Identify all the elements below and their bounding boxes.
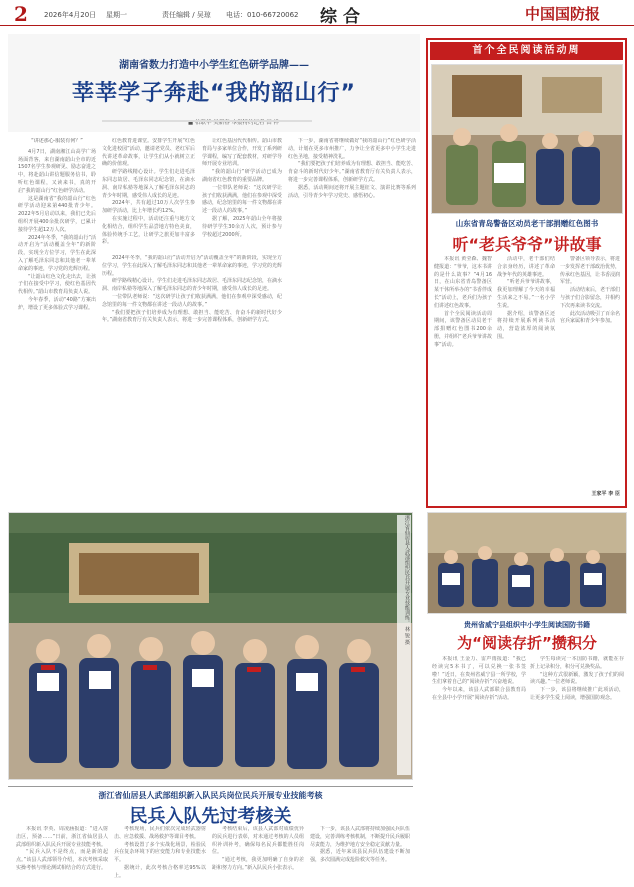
- paragraph: 据了解，2025年韶山全年将接待研学学生30余万人次，预计参与学校超过2000所。: [202, 215, 282, 238]
- paragraph: 据统计，此次考核合格率达95%以上。: [114, 864, 206, 879]
- paragraph: 本报讯 王金力、雷声雨报道：“我已经读完5本书了，可以兑换一张书签啦！”近日，在贵州省威宁县一所学校，学生们拿着自己的“阅读存折”兴奋地说。: [432, 656, 526, 686]
- paragraph: 2024年，共有超过10万人次学生参加研学活动，比上年增长约12%。: [102, 200, 195, 215]
- paragraph: “我们要把孩子们培养成为有理想、敢担当、能吃苦、肯奋斗的新时代好少年。”湖南省教育厅有关负责人表示，将进一步完善课程体系，创新研学方式。: [102, 309, 282, 324]
- paragraph: “通过考核，我更加明确了自身的差距和努力方向。”新入队民兵小张表示。: [212, 857, 304, 871]
- paragraph: “听老兵爷爷讲故事，我更加理解了今天的幸福生活来之不易。”一名小学生说。: [497, 279, 555, 309]
- photo-reading-event: [431, 64, 623, 214]
- paragraph: 2024年冬季，“我的韶山行”活动开启为“活动覆盖全年”的新阶段，实现全方位学习，学生在此深入了解毛泽东同志和其他老一辈革命家的事迹，学习党的光辉历程。: [18, 234, 96, 272]
- top-story-column-3: [202, 138, 282, 250]
- photo-vertical-caption: 浙江省仙居县人武部组织民兵开展专业技能训练。 林 锐 摄: [397, 515, 411, 775]
- paragraph: 这是湖南省“我的韶山行”红色研学活动迎来第440批青少年。2022年5月启动以来，我们已先后组织开展400余批次研学，已累计接待学生超12万人次。: [18, 195, 96, 233]
- paragraph: 警备区领导表示，将进一步发挥老干部政治优势，传承红色基因，让书香浸润军营。: [560, 256, 620, 286]
- paragraph: 考核现场，民兵们依次完成轻武器射击、应急救援、战场救护等课目考核。: [114, 826, 206, 840]
- paragraph: 据介绍，该警备区还将持续开展系列读书活动，营造浓厚的阅读氛围。: [497, 310, 555, 340]
- paragraph: 本报讯 黄莹森、魏智健报道：“爷爷，这本书讲的是什么故事？”4月16日，在山东省青岛警备区某干休所举办的“书香伴成长”活动上，老兵们为孩子们讲述红色故事。: [434, 256, 492, 309]
- paragraph: 一位带队老师说：“这次研学让孩子们收获满满，他们在参观中深受感动，纪念馆里的每一件文物都在讲述一段动人的故事。”: [202, 184, 282, 215]
- paragraph: 在实施过程中，活动还注重与地方文化相结合，组织学生品尝地方特色美食，体验传统手工艺，让研学之旅更加丰富多彩。: [102, 215, 195, 246]
- photo-students-memorial-drawing: [9, 513, 413, 780]
- paragraph: 研学路线精心设计。学生们走进毛泽东同志故居、毛泽东同志纪念馆，在滴水洞、南岸私塾等地深入了解毛泽东同志的青少年时期，感受伟人成长的足迹。: [102, 169, 195, 199]
- featured-banner: 首个全民阅读活动周: [430, 42, 623, 60]
- top-story-column-2: [102, 138, 195, 250]
- featured-headline: 听“老兵爷爷”讲故事: [452, 235, 602, 254]
- right-bottom-column-1: [432, 656, 526, 882]
- paragraph: 活动中，老干部们结合亲身经历，讲述了革命战争年代的英雄事迹。: [497, 256, 555, 278]
- paragraph: 据悉，活动期间还将开展主题征文、演讲比赛等系列活动，引导青少年学习党史、感悟初心。: [288, 184, 416, 199]
- left-bottom-column-3: [212, 826, 304, 884]
- paragraph: “民兵入队不是终点，而是新的起点。”该县人武部领导介绍，本次考核采取实操考核与理论测试相结合的方式进行。: [16, 849, 108, 871]
- left-bottom-column-4: [310, 826, 410, 884]
- featured-sub-kicker: 山东省青岛警备区动员老干部捐赠红色图书: [455, 219, 599, 228]
- weekday: 星期一: [106, 11, 127, 19]
- featured-column-3: [560, 256, 620, 488]
- photo-students-reading: [427, 512, 627, 614]
- paragraph: 考核设置了多个实战化场景，检验民兵在复杂环境下的应变能力和专业技能水平。: [114, 841, 206, 864]
- paragraph: 下一步，该县人武部将持续加强民兵队伍建设，完善训练考核机制，不断提升民兵履职尽责能力，为维护地方安全稳定贡献力量。: [310, 826, 410, 848]
- issue-date: 2026年4月20日: [44, 11, 97, 19]
- featured-column-1: [434, 256, 492, 496]
- phone: 电话：010-66720062: [226, 11, 299, 19]
- paragraph: 活动结束后，老干部们与孩子们合影留念，并相约下次再来读书交流。: [560, 287, 620, 309]
- paragraph: 2024年冬季，“我的韶山行”活动开启为“活动覆盖全年”的新阶段，实现全方位学习，学生在此深入了解毛泽东同志和其他老一辈革命家的事迹，学习党的光辉历程。: [102, 255, 282, 277]
- paragraph: 下一步，湖南省将继续做好“我的韶山行”红色研学活动，计划在更多市州推广，力争让全省更多中小学生走进红色圣地，接受精神洗礼。: [288, 138, 416, 160]
- left-bottom-kicker: 浙江省仙居县人武部组织新入队民兵岗位民兵开展专业技能考核: [98, 791, 323, 800]
- top-story-continued: [102, 255, 282, 470]
- paragraph: “我的韶山行”研学活动已成为湖南省红色教育的重要品牌。: [202, 169, 282, 183]
- headline-block: [8, 34, 420, 132]
- paragraph: 红色教育进课堂。安排学生开展“红色文化进校园”活动，邀请老党员、老红军后代讲述革命故事，让学生们从小就树立正确的价值观。: [102, 138, 195, 168]
- top-story-lead: “讲述那心·服装有何？”: [31, 138, 83, 144]
- paragraph: 据悉，近年来该县民兵队伍建设不断加强，多次圆满完成抢险救灾等任务。: [310, 849, 410, 864]
- left-bottom-headline: 民兵入队先过考核关: [129, 806, 292, 827]
- paragraph: 本报讯 李英、周凌涵报道：“进入射击区，预备……”日前，浙江省仙居县人武部组织新入队民兵开展专业技能考核。: [16, 826, 108, 848]
- divider: [8, 786, 413, 787]
- right-bottom-kicker: 贵州省威宁县组织中小学生阅读国防书籍: [464, 621, 590, 629]
- paragraph: 下一步，该县将继续推广此项活动，让更多学生爱上阅读，增强国防观念。: [530, 687, 624, 701]
- paragraph: 研学路线精心设计。学生们走进毛泽东同志故居、毛泽东同志纪念馆，在滴水洞、南岸私塾等地深入了解毛泽东同志的青少年时期，感受伟人成长的足迹。: [102, 278, 282, 293]
- top-story-column-4: [288, 138, 416, 470]
- page-number: 2: [14, 2, 28, 26]
- left-bottom-column-2: [114, 826, 206, 884]
- section-title: 综合: [320, 7, 366, 27]
- top-story-column-1: [18, 138, 96, 470]
- paragraph: 4月7日，湖南湘江山高学广场场面背客，来自湖南韶山全市的近1507名学生参观研见、励志奋进之中，将赴韶山讲信题服务信书，聆听红色课程，又读来书，真的开启“我的韶山行”红色研学活动。: [18, 148, 96, 194]
- paragraph: “这种方式很新颖，激发了孩子们的阅读兴趣。”一位老师说。: [530, 671, 624, 686]
- paragraph: “我们要把孩子们培养成为有理想、敢担当、能吃苦、肯奋斗的新时代好少年。”湖南省教育厅有关负责人表示，将进一步完善课程体系，创新研学方式。: [288, 161, 416, 183]
- top-story-byline: ■ 柏联华 吴新春 本报特约记者 田 祥: [188, 120, 279, 126]
- photo-reading-event-drawing: [432, 65, 623, 214]
- right-bottom-headline: 为“阅读存折”攒积分: [457, 634, 597, 652]
- paragraph: 今年以来，该县人武部联合县教育局在全县中小学开展“阅读存折”活动。: [432, 687, 526, 701]
- featured-author: 王家平 李 臣: [591, 491, 620, 497]
- paragraph: 让红色基因代代相传。韶山市教育局与多家单位合作，开发了系列研学课程，编写了配套教材，对研学导师开展专业培训。: [202, 138, 282, 168]
- paragraph: “让韶山红色文化走出去，让孩子们在接受中学习，使红色基因代代相传。”韶山市教育局负责人说。: [18, 273, 96, 296]
- featured-column-2: [497, 256, 555, 496]
- paragraph: 首个全民阅读活动周期间，该警备区动员老干部捐赠红色图书200余册，并组织“老兵爷爷讲故事”活动。: [434, 310, 492, 348]
- paper-logo: 中国国防报: [525, 5, 601, 23]
- paragraph: 一位带队老师说：“这次研学让孩子们收获满满，他们在参观中深受感动，纪念馆里的每一件文物都在讲述一段动人的故事。”: [102, 293, 282, 308]
- editor-credit: 责任编辑 / 吴琼: [162, 11, 211, 19]
- paragraph: 此次活动吸引了百余名官兵家属和青少年参加。: [560, 310, 620, 325]
- paragraph: 今年春季，活动“40路”方案出炉，增设了更多体验式学习课程。: [18, 296, 96, 311]
- photo-students-reading-drawing: [428, 513, 627, 614]
- paragraph: 考核结束后，该县人武部对成绩优异的民兵进行表彰，对未通过考核的人员组织补训补考，确保每名民兵都能胜任岗位。: [212, 826, 304, 856]
- top-story-kicker: 湖南省数力打造中小学生红色研学品牌——: [119, 60, 309, 71]
- paragraph: 学生每读完一本国防书籍，就能在存折上记录积分，积分可兑换奖品。: [530, 656, 624, 670]
- photo-students-memorial: [8, 512, 413, 780]
- right-bottom-column-2: [530, 656, 624, 882]
- masthead: [0, 0, 634, 26]
- left-bottom-column-1: [16, 826, 108, 884]
- top-story-headline: 莘莘学子奔赴“我的韶山行”: [72, 81, 356, 106]
